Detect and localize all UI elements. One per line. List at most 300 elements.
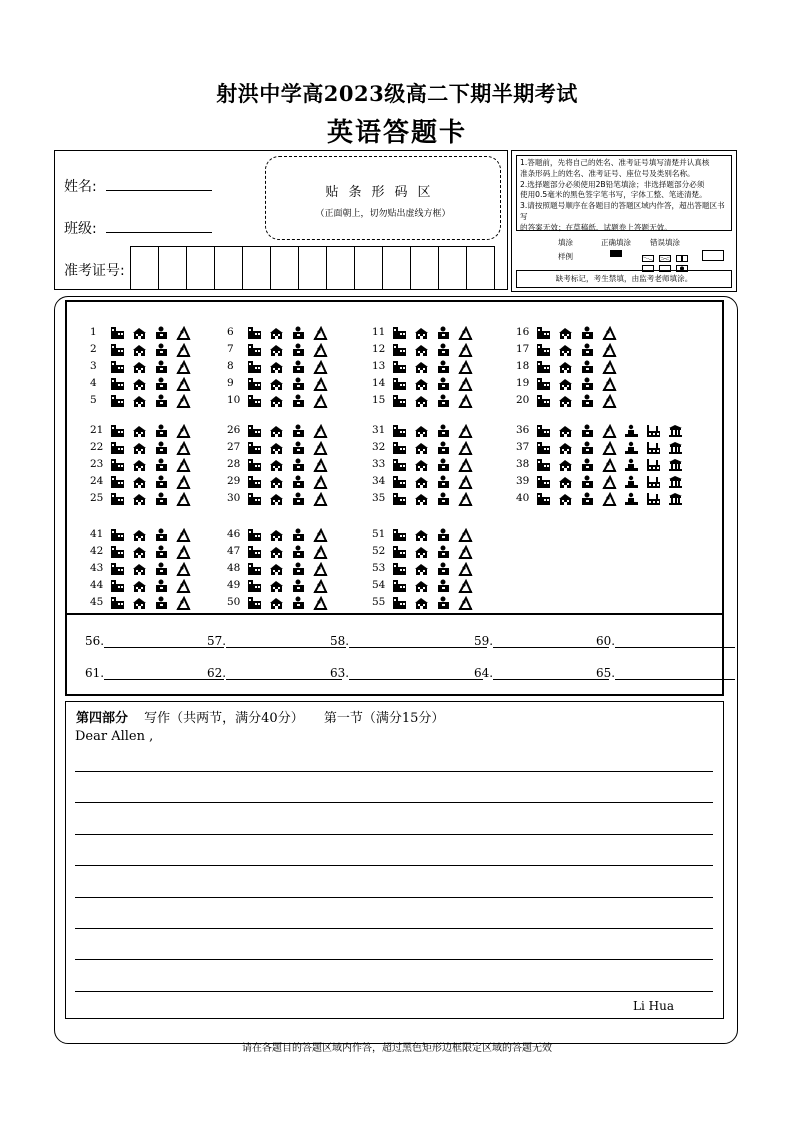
house-icon[interactable]: [132, 578, 147, 592]
climber-icon[interactable]: [313, 595, 328, 609]
people-icon[interactable]: [154, 561, 169, 575]
climber-icon[interactable]: [458, 457, 473, 471]
people-icon[interactable]: [436, 561, 451, 575]
climber-icon[interactable]: [458, 359, 473, 373]
building-tower-icon[interactable]: [536, 457, 551, 471]
building-tower-icon[interactable]: [247, 578, 262, 592]
climber-icon[interactable]: [176, 393, 191, 407]
people-icon[interactable]: [436, 359, 451, 373]
exam-number-cell[interactable]: [243, 246, 271, 289]
building-tower-icon[interactable]: [247, 393, 262, 407]
factory-icon[interactable]: [646, 457, 661, 471]
people-icon[interactable]: [436, 491, 451, 505]
house-icon[interactable]: [132, 474, 147, 488]
building-tower-icon[interactable]: [392, 393, 407, 407]
people-icon[interactable]: [580, 491, 595, 505]
person-desk-icon[interactable]: [624, 440, 639, 454]
building-tower-icon[interactable]: [110, 376, 125, 390]
climber-icon[interactable]: [458, 578, 473, 592]
building-tower-icon[interactable]: [392, 578, 407, 592]
house-icon[interactable]: [132, 527, 147, 541]
people-icon[interactable]: [154, 578, 169, 592]
climber-icon[interactable]: [313, 561, 328, 575]
person-desk-icon[interactable]: [624, 491, 639, 505]
house-icon[interactable]: [558, 440, 573, 454]
house-icon[interactable]: [269, 491, 284, 505]
climber-icon[interactable]: [602, 457, 617, 471]
climber-icon[interactable]: [313, 491, 328, 505]
exam-number-cell[interactable]: [383, 246, 411, 289]
house-icon[interactable]: [558, 342, 573, 356]
exam-number-cell[interactable]: [439, 246, 467, 289]
house-icon[interactable]: [414, 325, 429, 339]
climber-icon[interactable]: [176, 474, 191, 488]
people-icon[interactable]: [154, 359, 169, 373]
building-tower-icon[interactable]: [392, 595, 407, 609]
building-tower-icon[interactable]: [110, 342, 125, 356]
house-icon[interactable]: [132, 359, 147, 373]
people-icon[interactable]: [580, 474, 595, 488]
climber-icon[interactable]: [176, 325, 191, 339]
people-icon[interactable]: [580, 423, 595, 437]
climber-icon[interactable]: [313, 457, 328, 471]
blank-line[interactable]: [349, 665, 483, 680]
people-icon[interactable]: [291, 325, 306, 339]
building-tower-icon[interactable]: [247, 544, 262, 558]
building-tower-icon[interactable]: [536, 440, 551, 454]
house-icon[interactable]: [132, 544, 147, 558]
building-tower-icon[interactable]: [247, 527, 262, 541]
climber-icon[interactable]: [176, 376, 191, 390]
question-row: [227, 392, 335, 409]
building-tower-icon[interactable]: [536, 474, 551, 488]
people-icon[interactable]: [291, 457, 306, 471]
house-icon[interactable]: [269, 342, 284, 356]
climber-icon[interactable]: [176, 595, 191, 609]
climber-icon[interactable]: [313, 527, 328, 541]
climber-icon[interactable]: [602, 376, 617, 390]
people-icon[interactable]: [154, 474, 169, 488]
climber-icon[interactable]: [313, 440, 328, 454]
house-icon[interactable]: [132, 595, 147, 609]
building-tower-icon[interactable]: [247, 342, 262, 356]
building-tower-icon[interactable]: [536, 325, 551, 339]
question-row: [227, 525, 335, 542]
climber-icon[interactable]: [176, 491, 191, 505]
climber-icon[interactable]: [313, 376, 328, 390]
people-icon[interactable]: [436, 527, 451, 541]
people-icon[interactable]: [154, 342, 169, 356]
house-icon[interactable]: [269, 359, 284, 373]
question-row: [90, 559, 198, 576]
house-icon[interactable]: [414, 342, 429, 356]
people-icon[interactable]: [580, 440, 595, 454]
person-desk-icon[interactable]: [624, 474, 639, 488]
house-icon[interactable]: [414, 561, 429, 575]
question-number: 27: [227, 440, 241, 453]
building-tower-icon[interactable]: [536, 376, 551, 390]
climber-icon[interactable]: [176, 544, 191, 558]
writing-line[interactable]: [75, 865, 713, 866]
house-icon[interactable]: [414, 440, 429, 454]
building-tower-icon[interactable]: [536, 359, 551, 373]
people-icon[interactable]: [436, 423, 451, 437]
climber-icon[interactable]: [313, 474, 328, 488]
building-tower-icon[interactable]: [110, 561, 125, 575]
climber-icon[interactable]: [458, 440, 473, 454]
people-icon[interactable]: [291, 342, 306, 356]
house-icon[interactable]: [269, 457, 284, 471]
climber-icon[interactable]: [602, 423, 617, 437]
exam-number-grid[interactable]: [130, 246, 495, 289]
building-tower-icon[interactable]: [392, 342, 407, 356]
building-tower-icon[interactable]: [247, 423, 262, 437]
people-icon[interactable]: [291, 423, 306, 437]
blank-item: [207, 633, 346, 648]
people-icon[interactable]: [154, 544, 169, 558]
people-icon[interactable]: [436, 393, 451, 407]
building-tower-icon[interactable]: [247, 376, 262, 390]
building-tower-icon[interactable]: [247, 359, 262, 373]
climber-icon[interactable]: [458, 544, 473, 558]
exam-number-cell[interactable]: [159, 246, 187, 289]
building-tower-icon[interactable]: [536, 393, 551, 407]
house-icon[interactable]: [414, 457, 429, 471]
people-icon[interactable]: [436, 325, 451, 339]
house-icon[interactable]: [414, 376, 429, 390]
house-icon[interactable]: [558, 359, 573, 373]
people-icon[interactable]: [291, 393, 306, 407]
house-icon[interactable]: [269, 578, 284, 592]
building-tower-icon[interactable]: [392, 440, 407, 454]
name-label: 姓名:: [64, 179, 97, 195]
question-row: [90, 323, 198, 340]
house-icon[interactable]: [269, 561, 284, 575]
blank-line[interactable]: [615, 665, 735, 680]
people-icon[interactable]: [580, 359, 595, 373]
people-icon[interactable]: [154, 423, 169, 437]
temple-icon[interactable]: [668, 423, 683, 437]
temple-icon[interactable]: [668, 440, 683, 454]
building-tower-icon[interactable]: [110, 595, 125, 609]
factory-icon[interactable]: [646, 423, 661, 437]
house-icon[interactable]: [414, 527, 429, 541]
climber-icon[interactable]: [602, 393, 617, 407]
climber-icon[interactable]: [458, 491, 473, 505]
house-icon[interactable]: [269, 474, 284, 488]
blank-item: [85, 665, 227, 680]
temple-icon[interactable]: [668, 491, 683, 505]
people-icon[interactable]: [154, 595, 169, 609]
people-icon[interactable]: [436, 342, 451, 356]
climber-icon[interactable]: [458, 474, 473, 488]
climber-icon[interactable]: [602, 359, 617, 373]
people-icon[interactable]: [291, 491, 306, 505]
blank-line[interactable]: [226, 633, 346, 648]
question-row: [372, 392, 480, 409]
example-label: 样例: [558, 252, 573, 261]
people-icon[interactable]: [154, 393, 169, 407]
building-tower-icon[interactable]: [247, 457, 262, 471]
climber-icon[interactable]: [176, 527, 191, 541]
house-icon[interactable]: [558, 393, 573, 407]
people-icon[interactable]: [291, 474, 306, 488]
climber-icon[interactable]: [458, 561, 473, 575]
building-tower-icon[interactable]: [110, 325, 125, 339]
writing-line[interactable]: [75, 897, 713, 898]
building-tower-icon[interactable]: [392, 561, 407, 575]
climber-icon[interactable]: [458, 527, 473, 541]
question-number: 33: [372, 457, 386, 470]
question-row: [372, 525, 480, 542]
people-icon[interactable]: [291, 359, 306, 373]
climber-icon[interactable]: [313, 393, 328, 407]
question-row: [372, 438, 480, 455]
people-icon[interactable]: [436, 595, 451, 609]
question-row: [90, 490, 198, 507]
climber-icon[interactable]: [602, 325, 617, 339]
house-icon[interactable]: [558, 457, 573, 471]
people-icon[interactable]: [436, 578, 451, 592]
house-icon[interactable]: [132, 376, 147, 390]
house-icon[interactable]: [414, 359, 429, 373]
climber-icon[interactable]: [458, 376, 473, 390]
people-icon[interactable]: [291, 527, 306, 541]
exam-number-cell[interactable]: [327, 246, 355, 289]
exam-number-cell[interactable]: [299, 246, 327, 289]
question-row: [516, 421, 690, 438]
house-icon[interactable]: [269, 544, 284, 558]
house-icon[interactable]: [132, 440, 147, 454]
blank-line[interactable]: [349, 633, 487, 648]
people-icon[interactable]: [436, 457, 451, 471]
building-tower-icon[interactable]: [247, 474, 262, 488]
exam-number-cell[interactable]: [355, 246, 383, 289]
building-tower-icon[interactable]: [392, 544, 407, 558]
house-icon[interactable]: [132, 423, 147, 437]
building-tower-icon[interactable]: [536, 342, 551, 356]
house-icon[interactable]: [132, 342, 147, 356]
building-tower-icon[interactable]: [110, 423, 125, 437]
question-number: 39: [516, 475, 530, 488]
blank-line[interactable]: [493, 665, 609, 680]
people-icon[interactable]: [154, 440, 169, 454]
building-tower-icon[interactable]: [392, 376, 407, 390]
house-icon[interactable]: [269, 325, 284, 339]
blank-line[interactable]: [226, 665, 342, 680]
people-icon[interactable]: [291, 578, 306, 592]
climber-icon[interactable]: [176, 561, 191, 575]
people-icon[interactable]: [580, 325, 595, 339]
blank-line[interactable]: [615, 633, 735, 648]
house-icon[interactable]: [132, 491, 147, 505]
writing-line[interactable]: [75, 959, 713, 960]
people-icon[interactable]: [580, 342, 595, 356]
question-row: [516, 357, 624, 374]
building-tower-icon[interactable]: [110, 440, 125, 454]
building-tower-icon[interactable]: [110, 474, 125, 488]
person-desk-icon[interactable]: [624, 457, 639, 471]
missing-note: 缺考标记，考生禁填，由监考老师填涂。: [516, 270, 732, 288]
question-number: 7: [227, 342, 234, 355]
people-icon[interactable]: [291, 544, 306, 558]
house-icon[interactable]: [558, 423, 573, 437]
house-icon[interactable]: [269, 376, 284, 390]
house-icon[interactable]: [132, 561, 147, 575]
exam-number-cell[interactable]: [215, 246, 243, 289]
house-icon[interactable]: [558, 474, 573, 488]
house-icon[interactable]: [414, 474, 429, 488]
question-number: 30: [227, 492, 241, 505]
question-row: [90, 542, 198, 559]
writing-line[interactable]: [75, 834, 713, 835]
exam-number-cell[interactable]: [467, 246, 495, 289]
climber-icon[interactable]: [176, 342, 191, 356]
house-icon[interactable]: [414, 595, 429, 609]
climber-icon[interactable]: [313, 342, 328, 356]
factory-icon[interactable]: [646, 491, 661, 505]
house-icon[interactable]: [414, 423, 429, 437]
climber-icon[interactable]: [602, 440, 617, 454]
people-icon[interactable]: [291, 376, 306, 390]
house-icon[interactable]: [269, 595, 284, 609]
factory-icon[interactable]: [646, 474, 661, 488]
climber-icon[interactable]: [313, 544, 328, 558]
people-icon[interactable]: [291, 440, 306, 454]
exam-number-cell[interactable]: [411, 246, 439, 289]
climber-icon[interactable]: [176, 457, 191, 471]
building-tower-icon[interactable]: [247, 561, 262, 575]
climber-icon[interactable]: [176, 578, 191, 592]
exam-number-cell[interactable]: [187, 246, 215, 289]
people-icon[interactable]: [436, 474, 451, 488]
temple-icon[interactable]: [668, 457, 683, 471]
house-icon[interactable]: [132, 457, 147, 471]
house-icon[interactable]: [269, 440, 284, 454]
house-icon[interactable]: [414, 393, 429, 407]
climber-icon[interactable]: [313, 578, 328, 592]
building-tower-icon[interactable]: [247, 491, 262, 505]
building-tower-icon[interactable]: [392, 474, 407, 488]
question-number: 8: [227, 359, 234, 372]
climber-icon[interactable]: [176, 423, 191, 437]
factory-icon[interactable]: [646, 440, 661, 454]
writing-line[interactable]: [75, 991, 713, 992]
question-number: 21: [90, 423, 104, 436]
missing-mark-box[interactable]: [702, 250, 724, 261]
building-tower-icon[interactable]: [392, 359, 407, 373]
house-icon[interactable]: [558, 491, 573, 505]
climber-icon[interactable]: [313, 423, 328, 437]
class-field[interactable]: [106, 232, 212, 233]
house-icon[interactable]: [558, 376, 573, 390]
question-number: 6: [227, 325, 234, 338]
building-tower-icon[interactable]: [247, 440, 262, 454]
building-tower-icon[interactable]: [536, 491, 551, 505]
people-icon[interactable]: [154, 527, 169, 541]
house-icon[interactable]: [269, 393, 284, 407]
building-tower-icon[interactable]: [392, 491, 407, 505]
writing-line[interactable]: [75, 771, 713, 772]
people-icon[interactable]: [436, 440, 451, 454]
writing-line[interactable]: [75, 928, 713, 929]
building-tower-icon[interactable]: [110, 578, 125, 592]
climber-icon[interactable]: [458, 325, 473, 339]
house-icon[interactable]: [132, 325, 147, 339]
climber-icon[interactable]: [176, 440, 191, 454]
question-row: [372, 357, 480, 374]
question-number: 31: [372, 423, 386, 436]
people-icon[interactable]: [154, 491, 169, 505]
climber-icon[interactable]: [458, 342, 473, 356]
blank-number: 57.: [207, 634, 227, 648]
people-icon[interactable]: [154, 457, 169, 471]
building-tower-icon[interactable]: [247, 595, 262, 609]
people-icon[interactable]: [436, 544, 451, 558]
question-number: 2: [90, 342, 97, 355]
question-number: 28: [227, 457, 241, 470]
exam-number-cell[interactable]: [271, 246, 299, 289]
question-number: 44: [90, 579, 104, 592]
question-row: [372, 375, 480, 392]
people-icon[interactable]: [154, 325, 169, 339]
people-icon[interactable]: [436, 376, 451, 390]
climber-icon[interactable]: [176, 359, 191, 373]
climber-icon[interactable]: [602, 474, 617, 488]
building-tower-icon[interactable]: [392, 325, 407, 339]
house-icon[interactable]: [269, 527, 284, 541]
people-icon[interactable]: [580, 457, 595, 471]
building-tower-icon[interactable]: [536, 423, 551, 437]
climber-icon[interactable]: [602, 342, 617, 356]
building-tower-icon[interactable]: [110, 359, 125, 373]
house-icon[interactable]: [558, 325, 573, 339]
building-tower-icon[interactable]: [110, 527, 125, 541]
house-icon[interactable]: [269, 423, 284, 437]
building-tower-icon[interactable]: [392, 527, 407, 541]
climber-icon[interactable]: [602, 491, 617, 505]
house-icon[interactable]: [414, 491, 429, 505]
building-tower-icon[interactable]: [392, 457, 407, 471]
building-tower-icon[interactable]: [110, 491, 125, 505]
climber-icon[interactable]: [313, 359, 328, 373]
climber-icon[interactable]: [458, 393, 473, 407]
temple-icon[interactable]: [668, 474, 683, 488]
climber-icon[interactable]: [458, 595, 473, 609]
building-tower-icon[interactable]: [392, 423, 407, 437]
climber-icon[interactable]: [313, 325, 328, 339]
people-icon[interactable]: [291, 561, 306, 575]
house-icon[interactable]: [414, 544, 429, 558]
name-field[interactable]: [106, 190, 212, 191]
climber-icon[interactable]: [458, 423, 473, 437]
house-icon[interactable]: [132, 393, 147, 407]
people-icon[interactable]: [580, 376, 595, 390]
building-tower-icon[interactable]: [110, 393, 125, 407]
people-icon[interactable]: [580, 393, 595, 407]
writing-line[interactable]: [75, 802, 713, 803]
exam-number-cell[interactable]: [131, 246, 159, 289]
blank-line[interactable]: [493, 633, 609, 648]
building-tower-icon[interactable]: [110, 457, 125, 471]
house-icon[interactable]: [414, 578, 429, 592]
person-desk-icon[interactable]: [624, 423, 639, 437]
people-icon[interactable]: [291, 595, 306, 609]
question-row: [90, 421, 198, 438]
people-icon[interactable]: [154, 376, 169, 390]
building-tower-icon[interactable]: [110, 544, 125, 558]
building-tower-icon[interactable]: [247, 325, 262, 339]
